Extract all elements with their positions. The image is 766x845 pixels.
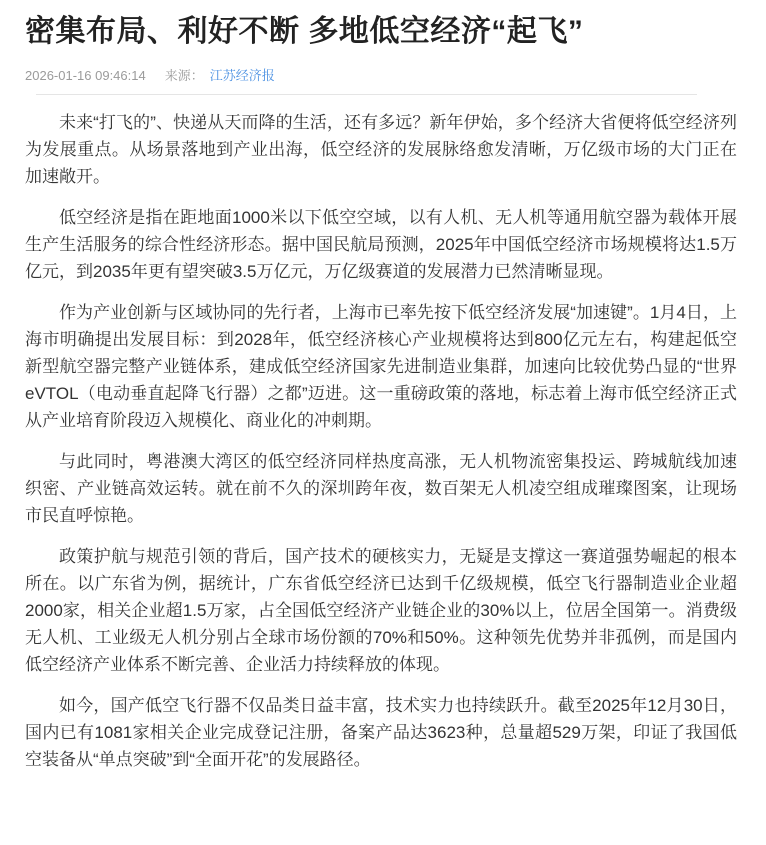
article-paragraph: 作为产业创新与区域协同的先行者，上海市已率先按下低空经济发展“加速键”。1月4日，上海市明确提出发展目标：到2028年，低空经济核心产业规模将达到800亿元左右，构建起低空新型航空器完整产业链体系，建成低空经济国家先进制造业集群，加速向比较优势凸显的“世界eVTOL（电动垂直起降飞行器）之都”迈进。这一重磅政策的落地，标志着上海市低空经济正式从产业培育阶段迈入规模化、商业化的冲刺期。	[25, 303, 737, 430]
divider	[36, 94, 697, 95]
article-title: 密集布局、利好不断 多地低空经济“起飞”	[25, 15, 584, 48]
source-link[interactable]: 江苏经济报	[209, 68, 275, 83]
article-paragraph: 低空经济是指在距地面1000米以下低空空域，以有人机、无人机等通用航空器为载体开展生产生活服务的综合性经济形态。据中国民航局预测，2025年中国低空经济市场规模将达1.5万亿元，到2035年更有望突破3.5万亿元，万亿级赛道的发展潜力已然清晰显现。	[25, 208, 737, 281]
article-meta	[25, 67, 737, 85]
publish-time: 2026-01-16 09:46:14	[25, 68, 146, 83]
article-paragraph: 政策护航与规范引领的背后，国产技术的硬核实力，无疑是支撑这一赛道强势崛起的根本所在。以广东省为例，据统计，广东省低空经济已达到千亿级规模，低空飞行器制造业企业超2000家，相关企业超1.5万家，占全国低空经济产业链企业的30%以上，位居全国第一。消费级无人机、工业级无人机分别占全球市场份额的70%和50%。这种领先优势并非孤例，而是国内低空经济产业体系不断完善、企业活力持续释放的体现。	[25, 547, 737, 674]
article-content	[25, 109, 737, 773]
article-paragraph: 如今，国产低空飞行器不仅品类日益丰富，技术实力也持续跃升。截至2025年12月30日，国内已有1081家相关企业完成登记注册，备案产品达3623种，总量超529万架，印证了我国低空装备从“单点突破”到“全面开花”的发展路径。	[25, 696, 737, 769]
article-paragraph: 未来“打飞的”、快递从天而降的生活，还有多远？新年伊始，多个经济大省便将低空经济列为发展重点。从场景落地到产业出海，低空经济的发展脉络愈发清晰，万亿级市场的大门正在加速敞开。	[25, 113, 737, 186]
source-label: 来源：	[164, 68, 204, 83]
article-paragraph: 与此同时，粤港澳大湾区的低空经济同样热度高涨，无人机物流密集投运、跨城航线加速织密、产业链高效运转。就在前不久的深圳跨年夜，数百架无人机凌空组成璀璨图案，让现场市民直呼惊艳。	[25, 452, 737, 525]
